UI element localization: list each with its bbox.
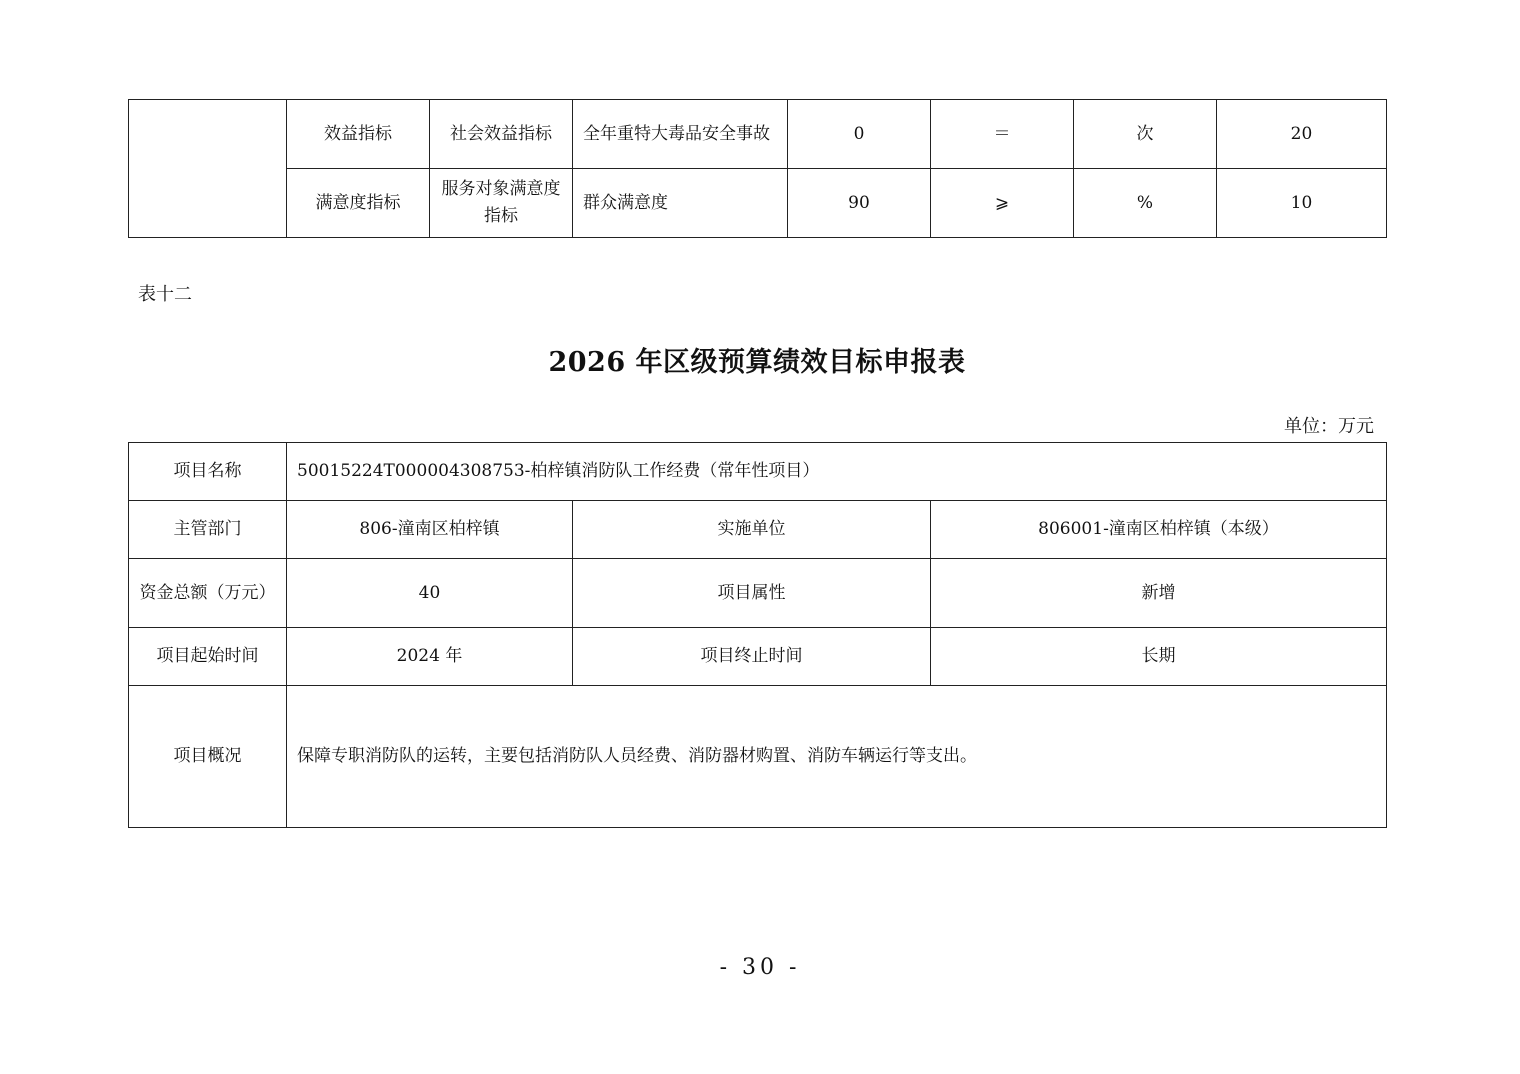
indicator-table-continuation [128, 99, 1387, 238]
budget-form-table [128, 442, 1387, 828]
funds-label: 资金总额（万元） [129, 559, 287, 628]
unit-cell: 次 [1074, 100, 1217, 169]
implementer-label: 实施单位 [573, 501, 931, 559]
table-row [129, 100, 1387, 169]
table-caption: 表十二 [138, 284, 192, 305]
end-time-label: 项目终止时间 [573, 628, 931, 686]
attribute-label: 项目属性 [573, 559, 931, 628]
table-row [129, 501, 1387, 559]
table-row [129, 628, 1387, 686]
indicator-cell: 全年重特大毒品安全事故 [573, 100, 788, 169]
level2-cell: 效益指标 [287, 100, 430, 169]
page-title: 2026 年区级预算绩效目标申报表 [548, 347, 966, 378]
start-time-value: 2024 年 [287, 628, 573, 686]
table-row [129, 169, 1387, 238]
department-label: 主管部门 [129, 501, 287, 559]
operator-cell: ＝ [931, 100, 1074, 169]
level2-cell: 满意度指标 [287, 169, 430, 238]
start-time-label: 项目起始时间 [129, 628, 287, 686]
unit-cell: % [1074, 169, 1217, 238]
overview-value: 保障专职消防队的运转，主要包括消防队人员经费、消防器材购置、消防车辆运行等支出。 [287, 686, 1387, 828]
level3-cell: 社会效益指标 [430, 100, 573, 169]
operator-cell: ⩾ [931, 169, 1074, 238]
weight-cell: 10 [1217, 169, 1387, 238]
table-row [129, 443, 1387, 501]
implementer-value: 806001-潼南区柏梓镇（本级） [931, 501, 1387, 559]
value-cell: 0 [788, 100, 931, 169]
end-time-value: 长期 [931, 628, 1387, 686]
value-cell: 90 [788, 169, 931, 238]
attribute-value: 新增 [931, 559, 1387, 628]
indicator-cell: 群众满意度 [573, 169, 788, 238]
department-value: 806-潼南区柏梓镇 [287, 501, 573, 559]
overview-label: 项目概况 [129, 686, 287, 828]
table-row [129, 686, 1387, 828]
page-number: - 30 - [719, 955, 801, 980]
level1-cell [129, 100, 287, 238]
table-row [129, 559, 1387, 628]
unit-label: 单位：万元 [1284, 416, 1374, 437]
weight-cell: 20 [1217, 100, 1387, 169]
level3-cell: 服务对象满意度指标 [430, 169, 573, 238]
project-name-value: 50015224T000004308753-柏梓镇消防队工作经费（常年性项目） [287, 443, 1387, 501]
funds-value: 40 [287, 559, 573, 628]
project-name-label: 项目名称 [129, 443, 287, 501]
